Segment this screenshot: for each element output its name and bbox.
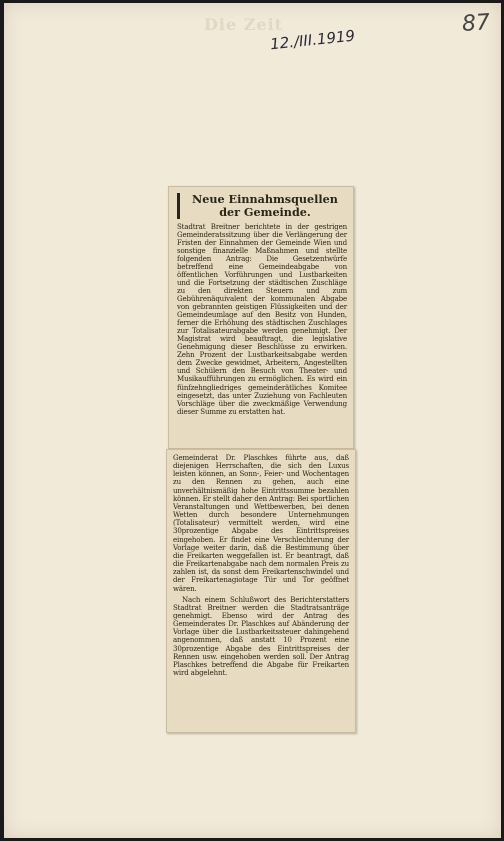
handwritten-page-number: 87: [461, 10, 491, 37]
handwritten-date: 12./III.1919: [269, 26, 356, 54]
article-paragraph-1: Gemeinderat Dr. Plaschkes führte aus, daß diejenigen Herrschaften, die sich den Luxus leisten können, an Sonn-, Feier- und Wochentagen zu den Rennen zu gehen, auch eine unverhältnismäßig hohe Eintrittssumme bezahlen können. Er stellt daher den Antrag: Bei sportlichen Veranstaltungen und Wettbewerben, bei denen Wetten durch besondere Unternehmungen (Totalisateur) vermittelt werden, wird eine 30prozentige Abgabe des Eintrittspreises eingehoben. Er findet eine Verschlechterung der Vorlage weiter darin, daß die Bestimmung über die Freikarten weggefallen ist. Er beantragt, daß die Freikartenabgabe nach dem normalen Preis zu zahlen ist, da sonst dem Freikartenschwindel und der Freikartenagiotage Tür und Tor geöffnet wären.: [173, 453, 349, 593]
masthead-stamp: Die Zeit: [204, 15, 284, 34]
newspaper-clipping-1: [168, 186, 354, 449]
article-headline: Neue Einnahmsquellen der Gemeinde.: [177, 193, 347, 219]
article-paragraph-2: Nach einem Schlußwort des Berichterstatters Stadtrat Breitner werden die Stadtratsanträge genehmigt. Ebenso wird der Antrag des Gemeinderates Dr. Plaschkes auf Abänderung der Vorlage über die Lustbarkeitssteuer dahingehend angenommen, daß anstatt 10 Prozent eine 30prozentige Abgabe des Eintrittspreises der Rennen usw. eingehoben werden soll. Der Antrag Plaschkes betreffend die Abgabe für Freikarten wird abgelehnt.: [173, 594, 349, 678]
newspaper-clipping-2: [166, 449, 356, 733]
article-body: Stadtrat Breitner berichtete in der gestrigen Gemeinderatssitzung über die Verlängerung der Fristen der Einnahmen der Gemeinde Wien und sonstige finanzielle Maßnahmen und stellte folgenden Antrag: Die Gesetzentwürfe betreffend eine Gemeindeabgabe von öffentlichen Vorführungen und Lustbarkeiten und die Fortsetzung der städtischen Zuschläge zu den direkten Steuern und zum Gebührenäquivalent der kommunalen Abgabe von gebrannten geistigen Flüssigkeiten und der Gemeindeumlage auf den Besitz von Hunden, ferner die Erhöhung des städtischen Zuschlages zur Totalisateurabgabe werden genehmigt. Der Magistrat wird beauftragt, die legislative Genehmigung dieser Beschlüsse zu erwirken. Zehn Prozent der Lustbarkeitsabgabe werden dem Zwecke gewidmet, Arbeitern, Angestellten und Schülern den Besuch von Theater- und Musikaufführungen zu ermöglichen. Es wird ein fünfzehngliedriges gemeinderätliches Komitee eingesetzt, das unter Zuziehung von Fachleuten Vorschläge über die zweckmäßige Verwendung dieser Summe zu erstatten hat.: [177, 221, 347, 416]
